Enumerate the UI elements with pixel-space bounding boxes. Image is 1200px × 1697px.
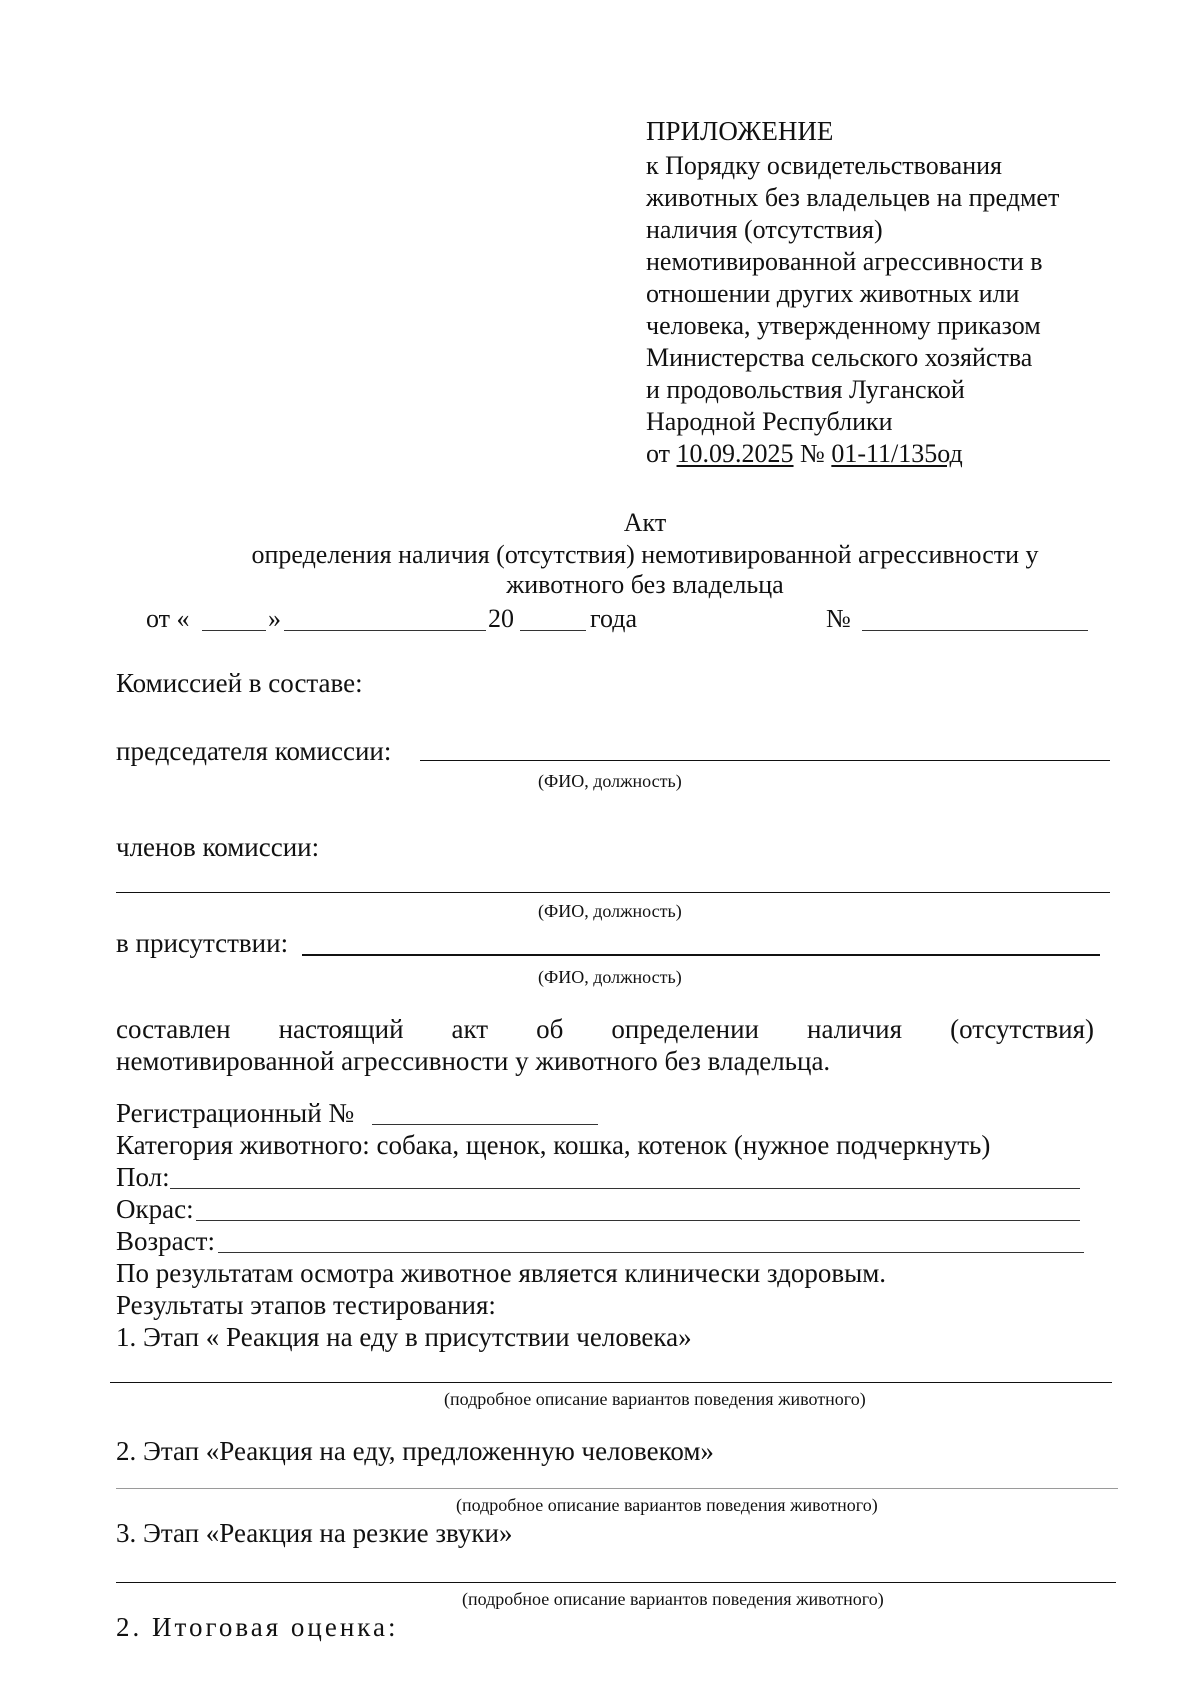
appendix-line: к Порядку освидетельствования bbox=[646, 151, 1003, 180]
stage-3-label: 3. Этап «Реакция на резкие звуки» bbox=[116, 1518, 513, 1548]
statement-line1: составлен настоящий акт об определении наличия (отсутствия) bbox=[116, 1014, 1094, 1044]
results-heading: Результаты этапов тестирования: bbox=[116, 1290, 496, 1320]
stage-2-field[interactable] bbox=[116, 1488, 1118, 1489]
act-date-quote-close: » bbox=[268, 604, 281, 633]
stage-3-field[interactable] bbox=[116, 1582, 1116, 1583]
chairman-label: председателя комиссии: bbox=[116, 736, 392, 766]
act-date-century: 20 bbox=[488, 604, 514, 633]
members-fio-hint: (ФИО, должность) bbox=[538, 901, 682, 921]
order-prefix: от bbox=[646, 439, 671, 468]
act-subtitle-line2: животного без владельца bbox=[506, 570, 784, 599]
appendix-line: отношении других животных или bbox=[646, 279, 1020, 308]
stage-3-hint: (подробное описание вариантов поведения животного) bbox=[462, 1589, 884, 1609]
appendix-title: ПРИЛОЖЕНИЕ bbox=[646, 116, 834, 146]
stage-1-field[interactable] bbox=[110, 1382, 1112, 1383]
order-number-sign: № bbox=[800, 439, 825, 468]
order-number: 01-11/135од bbox=[831, 439, 963, 468]
act-number-sign: № bbox=[826, 604, 851, 633]
presence-label: в присутствии: bbox=[116, 928, 289, 958]
appendix-line: человека, утвержденному приказом bbox=[646, 311, 1041, 340]
health-statement: По результатам осмотра животное является клинически здоровым. bbox=[116, 1258, 887, 1288]
act-month-blank[interactable] bbox=[284, 630, 486, 631]
stage-2-label: 2. Этап «Реакция на еду, предложенную человеком» bbox=[116, 1436, 714, 1466]
presence-fio-hint: (ФИО, должность) bbox=[538, 967, 682, 987]
appendix-line: и продовольствия Луганской bbox=[646, 375, 965, 404]
appendix-line: наличия (отсутствия) bbox=[646, 215, 883, 244]
sex-label: Пол: bbox=[116, 1162, 170, 1192]
act-day-blank[interactable] bbox=[202, 630, 266, 631]
appendix-line: Народной Республики bbox=[646, 407, 893, 436]
color-label: Окрас: bbox=[116, 1194, 194, 1224]
age-field[interactable] bbox=[218, 1252, 1084, 1253]
reg-number-field[interactable] bbox=[372, 1124, 598, 1125]
act-date-from: от « bbox=[146, 604, 190, 633]
statement-line2: немотивированной агрессивности у животного без владельца. bbox=[116, 1046, 831, 1076]
chairman-field[interactable] bbox=[420, 760, 1110, 761]
act-number-blank[interactable] bbox=[862, 630, 1088, 631]
animal-category: Категория животного: собака, щенок, кошка, котенок (нужное подчеркнуть) bbox=[116, 1130, 991, 1160]
final-assessment-heading: 2. Итоговая оценка: bbox=[116, 1612, 399, 1642]
stage-2-hint: (подробное описание вариантов поведения животного) bbox=[456, 1495, 878, 1515]
commission-heading: Комиссией в составе: bbox=[116, 668, 363, 698]
color-field[interactable] bbox=[196, 1220, 1080, 1221]
stage-1-hint: (подробное описание вариантов поведения животного) bbox=[444, 1389, 866, 1409]
act-subtitle-line1: определения наличия (отсутствия) немотивированной агрессивности у bbox=[251, 540, 1039, 569]
members-label: членов комиссии: bbox=[116, 832, 320, 862]
reg-number-label: Регистрационный № bbox=[116, 1098, 355, 1128]
order-date: 10.09.2025 bbox=[676, 439, 794, 468]
stage-1-label: 1. Этап « Реакция на еду в присутствии человека» bbox=[116, 1322, 692, 1352]
act-title: Акт bbox=[623, 508, 667, 537]
act-year-word: года bbox=[590, 604, 638, 633]
members-field[interactable] bbox=[116, 892, 1110, 893]
appendix-order-line bbox=[646, 441, 963, 467]
age-label: Возраст: bbox=[116, 1226, 215, 1256]
sex-field[interactable] bbox=[170, 1188, 1080, 1189]
act-year-blank[interactable] bbox=[520, 630, 586, 631]
appendix-line: немотивированной агрессивности в bbox=[646, 247, 1043, 276]
appendix-line: Министерства сельского хозяйства bbox=[646, 343, 1033, 372]
chairman-fio-hint: (ФИО, должность) bbox=[538, 771, 682, 791]
presence-field[interactable] bbox=[302, 954, 1100, 956]
appendix-line: животных без владельцев на предмет bbox=[646, 183, 1060, 212]
